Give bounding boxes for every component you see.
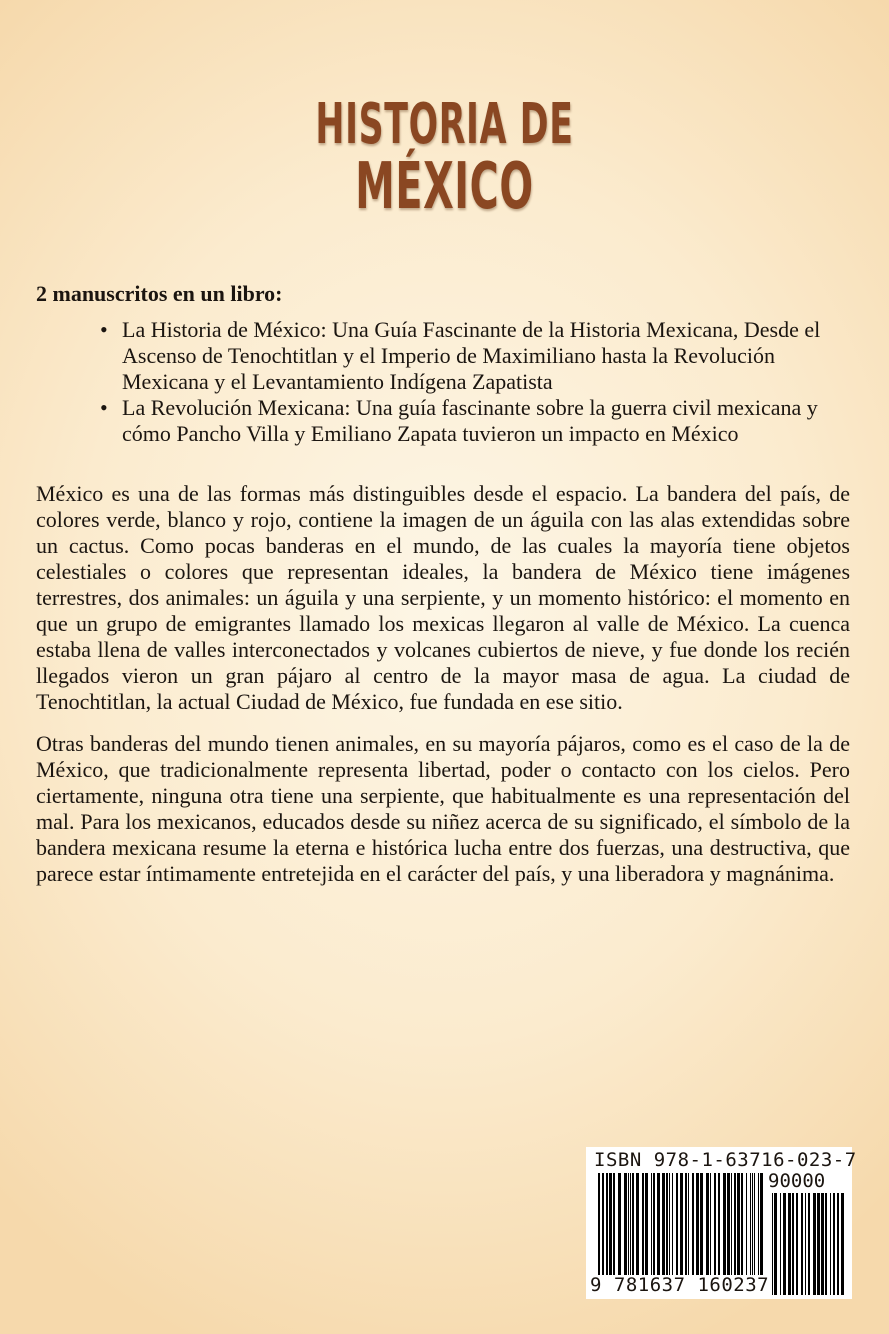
- barcode-bar: [676, 1173, 678, 1275]
- barcode-bar: [805, 1193, 806, 1295]
- price-code: 90000: [768, 1170, 826, 1192]
- barcode-bar: [669, 1173, 670, 1275]
- barcode-bar: [662, 1173, 665, 1275]
- barcode-bar: [636, 1173, 639, 1275]
- barcode-bar: [801, 1193, 803, 1295]
- manuscript-title-1: La Historia de México: Una Guía Fascinante de la Historia Mexicana, Desde el Ascenso de Tenochtitlan y el Imperio de Maximiliano hasta la Revolución Mexicana y el Levantamiento Indígena Zapatista: [122, 317, 821, 394]
- barcode-bar: [821, 1193, 824, 1295]
- barcode-bar: [750, 1173, 751, 1275]
- barcode-bar: [632, 1173, 634, 1275]
- barcode-bar: [710, 1173, 711, 1275]
- isbn-barcode: [586, 1147, 857, 1299]
- barcode-bar: [696, 1173, 699, 1275]
- barcode-bar: [651, 1173, 652, 1275]
- barcode-bar: [714, 1173, 716, 1275]
- barcode-bar: [833, 1193, 835, 1295]
- barcode-bar: [741, 1173, 743, 1275]
- barcode-bar: [780, 1193, 781, 1295]
- book-title-line2: MÉXICO: [355, 150, 534, 224]
- barcode-bar: [825, 1193, 827, 1295]
- barcode-bar: [758, 1173, 759, 1275]
- list-item: [100, 395, 860, 447]
- barcode-bar: [727, 1173, 730, 1275]
- barcode-bar: [624, 1173, 627, 1275]
- barcode-bar: [817, 1193, 820, 1295]
- barcode-bar: [672, 1173, 673, 1275]
- barcode-bar: [628, 1173, 629, 1275]
- isbn-number: ISBN 978-1-63716-023-7: [594, 1149, 857, 1171]
- bullet-icon: •: [100, 395, 108, 420]
- description-paragraph-1: México es una de las formas más distinguibles desde el espacio. La bandera del país, de colores verde, blanco y rojo, contiene la imagen de un águila con las alas extendidas sobre un cactus. Como pocas banderas en el mundo, de las cuales la mayoría tiene objetos celestiales o colores que representan ideales, la bandera de México tiene imágenes terrestres, dos animales: un águila y una serpiente, y un momento histórico: el momento en que un grupo de emigrantes llamado los mexicas llegaron al valle de México. La cuenca estaba llena de valles interconectados y volcanes cubiertos de nieve, y fue donde los recién llegados vieron un gran pájaro al centro de la mayor masa de agua. La ciudad de Tenochtitlan, la actual Ciudad de México, fue fundada en ese sitio.: [36, 481, 850, 714]
- manuscripts-heading: 2 manuscritos en un libro:: [36, 281, 283, 306]
- manuscripts-list: [100, 317, 860, 447]
- barcode-bar: [642, 1173, 644, 1275]
- barcode-bar: [731, 1173, 732, 1275]
- barcode-bar: [606, 1173, 608, 1275]
- barcode-bar: [808, 1193, 810, 1295]
- barcode-bar: [685, 1173, 687, 1275]
- barcode-bar: [602, 1173, 604, 1275]
- barcode-bar: [688, 1173, 689, 1275]
- barcode-bar: [772, 1193, 773, 1295]
- barcode-bar: [788, 1193, 791, 1295]
- barcode-bar: [837, 1193, 839, 1295]
- barcode-bar: [792, 1193, 794, 1295]
- description-paragraph-2: Otras banderas del mundo tienen animales, en su mayoría pájaros, como es el caso de la de México, que tradicionalmente representa libertad, poder o contacto con los cielos. Pero ciertamente, ninguna otra tiene una serpiente, que habitualmente es una representación del mal. Para los mexicanos, educados desde su niñez acerca de su significado, el símbolo de la bandera mexicana resume la eterna e histórica lucha entre dos fuerzas, una destructiva, que parece estar íntimamente entretejida en el carácter del país, y una liberadora y magnánima.: [36, 731, 850, 886]
- barcode-bar: [609, 1173, 612, 1275]
- barcode-bar: [700, 1173, 703, 1275]
- barcode-bar: [723, 1173, 726, 1275]
- barcode-bar: [754, 1173, 755, 1275]
- barcode-bar: [813, 1193, 816, 1295]
- barcode-bar: [653, 1173, 655, 1275]
- barcode-bar: [630, 1173, 631, 1275]
- barcode-bar: [737, 1173, 740, 1275]
- barcode-bar: [734, 1173, 736, 1275]
- barcode-bar: [657, 1173, 660, 1275]
- barcode-bar: [752, 1173, 753, 1275]
- barcode-bar: [706, 1173, 709, 1275]
- barcode-bar: [666, 1173, 668, 1275]
- barcode-bar: [613, 1173, 615, 1275]
- barcode-bar: [746, 1173, 747, 1275]
- barcode-bar: [645, 1173, 648, 1275]
- barcode-bar: [841, 1193, 844, 1295]
- list-item: [100, 317, 860, 395]
- barcode-bar: [680, 1173, 683, 1275]
- book-title-line1: HISTORIA DE: [315, 92, 574, 157]
- barcode-bar: [618, 1173, 621, 1275]
- bullet-icon: •: [100, 317, 108, 342]
- manuscript-title-2: La Revolución Mexicana: Una guía fascinante sobre la guerra civil mexicana y cómo Pancho Villa y Emiliano Zapata tuvieron un impacto en México: [122, 395, 818, 446]
- ean-digits: 9 781637 160237: [590, 1274, 770, 1296]
- barcode-bar: [783, 1193, 786, 1295]
- barcode-bar: [718, 1173, 720, 1275]
- barcode-bar: [774, 1193, 777, 1295]
- barcode-bar: [692, 1173, 694, 1275]
- barcode-bar: [830, 1193, 831, 1295]
- barcode-bar: [796, 1193, 798, 1295]
- barcode-bar: [760, 1173, 763, 1275]
- barcode-bar: [598, 1173, 600, 1275]
